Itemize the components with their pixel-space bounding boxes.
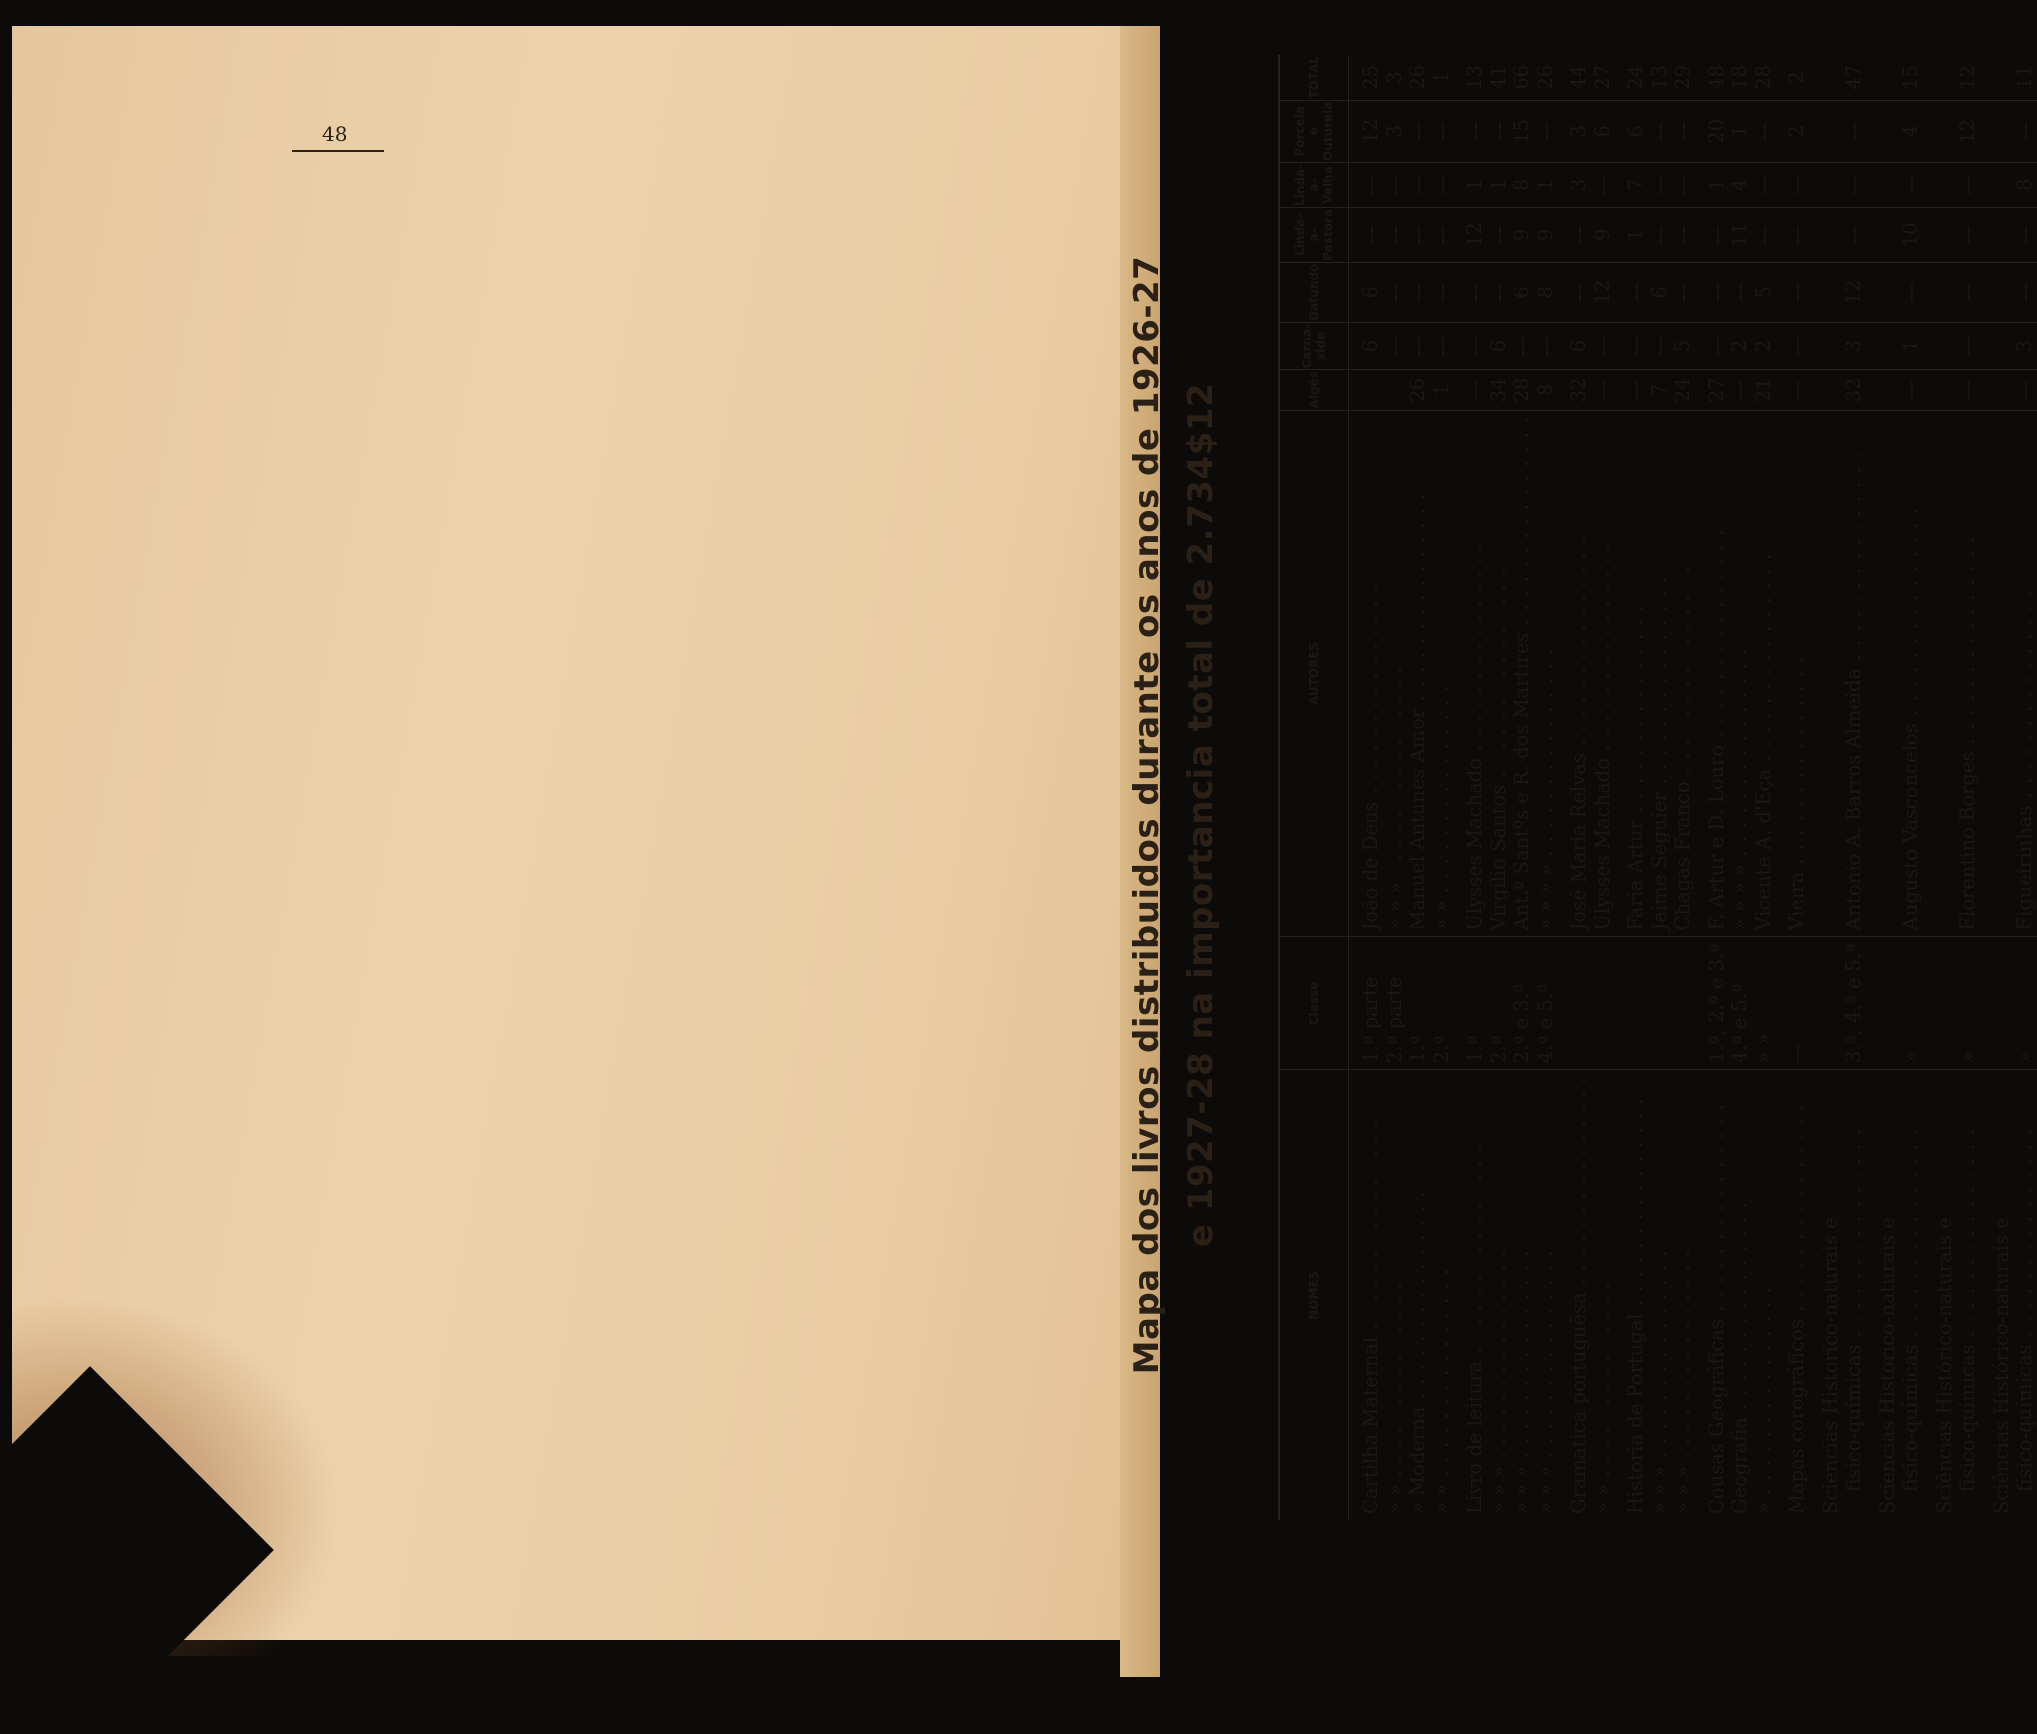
table-row bbox=[1534, 55, 1558, 1520]
cell-dafundo: 5 bbox=[1752, 262, 1776, 322]
cell-velha: 1 bbox=[1453, 162, 1487, 207]
cell-classe: » bbox=[1980, 937, 2037, 1070]
cell-velha: — bbox=[1648, 162, 1672, 207]
cell-classe: 2.ª parte bbox=[1383, 937, 1407, 1070]
cell-autor: F. Artur e D. Louro . . . bbox=[1695, 410, 1729, 937]
cell-alges: 1 bbox=[1430, 370, 1454, 410]
cell-total: 47 bbox=[1842, 64, 1865, 90]
cell-carnaxide: — bbox=[1383, 322, 1407, 369]
cell-carnaxide: — bbox=[1648, 322, 1672, 369]
cell-total: 66 bbox=[1510, 64, 1533, 90]
cell-classe: 1.ª bbox=[1453, 937, 1487, 1070]
table-body bbox=[1349, 55, 2037, 1520]
cell-total: 26 bbox=[1533, 64, 1557, 90]
table-header-row bbox=[1279, 55, 1349, 1520]
cell-autor: » » » » . . . bbox=[1534, 410, 1558, 937]
cell-dafundo: — bbox=[1406, 262, 1430, 322]
cell-classe: » bbox=[1866, 937, 1923, 1070]
cell-autor: Augusto Vasconcelos . . . bbox=[1866, 410, 1923, 937]
cell-pastora: — bbox=[1648, 207, 1672, 262]
cell-carnaxide: 3 bbox=[1809, 322, 1866, 369]
table-row bbox=[1614, 55, 1648, 1520]
cell-carnaxide: — bbox=[1614, 322, 1648, 369]
cell-classe bbox=[1614, 937, 1648, 1070]
cell-nome: Mapas corográficos . . . bbox=[1775, 1070, 1809, 1520]
cell-porcela: 4 bbox=[1866, 100, 1923, 162]
cell-velha: — bbox=[1591, 162, 1615, 207]
cell-dafundo: — bbox=[1557, 262, 1591, 322]
cell-alges: 32 bbox=[1557, 370, 1591, 410]
cell-pastora: — bbox=[1430, 207, 1454, 262]
cell-carnaxide: — bbox=[1510, 322, 1534, 369]
cell-velha: 3 bbox=[1557, 162, 1591, 207]
header-linda-pastora: Linda-a-Pastora bbox=[1279, 207, 1349, 262]
nome-line-1: Sciências Histórico-naturais e bbox=[1989, 1217, 2013, 1514]
cell-pastora: — bbox=[1406, 207, 1430, 262]
cell-pastora: 12 bbox=[1453, 207, 1487, 262]
cell-classe: » » bbox=[1752, 937, 1776, 1070]
table-row bbox=[1557, 55, 1591, 1520]
cell-alges bbox=[1349, 370, 1383, 410]
cell-total: 26 bbox=[1406, 64, 1429, 90]
cell-nome: Cousas Geográficas . . . bbox=[1695, 1070, 1729, 1520]
cell-total: 13 bbox=[1463, 64, 1486, 90]
cell-alges: — bbox=[1728, 370, 1752, 410]
table-row bbox=[1752, 55, 1776, 1520]
cell-dafundo: 6 bbox=[1510, 262, 1534, 322]
cell-nome: » » » . . . bbox=[1648, 1070, 1672, 1520]
header-autores: AUTORES bbox=[1279, 410, 1349, 937]
cell-carnaxide: — bbox=[1453, 322, 1487, 369]
cell-classe: 4.ª e 5.ª bbox=[1728, 937, 1752, 1070]
cell-classe: 3.ª, 4.ª e 5.ª bbox=[1809, 937, 1866, 1070]
cell-total: 11 bbox=[2013, 64, 2036, 90]
cell-dafundo: — bbox=[1453, 262, 1487, 322]
title-line-2: e 1927-28 na importancia total de 2.734$12 bbox=[1181, 382, 1221, 1248]
cell-autor: Ulysses Machado . . . bbox=[1453, 410, 1487, 937]
cell-classe: 1.ª, 2.ª e 3.ª bbox=[1695, 937, 1729, 1070]
header-alges: Algés bbox=[1279, 370, 1349, 410]
table-row-science bbox=[1866, 55, 1923, 1520]
table-row bbox=[1591, 55, 1615, 1520]
cell-velha: — bbox=[1383, 162, 1407, 207]
cell-nome: Gramatica portuguêsa . . . bbox=[1557, 1070, 1591, 1520]
nome-line-2: físico-químicas . . . bbox=[1956, 1076, 1980, 1514]
cell-classe bbox=[1671, 937, 1695, 1070]
cell-carnaxide: — bbox=[1430, 322, 1454, 369]
cell-classe bbox=[1648, 937, 1672, 1070]
cell-carnaxide: — bbox=[1695, 322, 1729, 369]
cell-alges: 7 bbox=[1648, 370, 1672, 410]
cell-nome: Historia de Portugal . . . bbox=[1614, 1070, 1648, 1520]
cell-porcela: 6 bbox=[1591, 100, 1615, 162]
cell-nome bbox=[1980, 1070, 2037, 1520]
cell-pastora: — bbox=[1557, 207, 1591, 262]
cell-carnaxide: 3 bbox=[1980, 322, 2037, 369]
cell-velha: 8 bbox=[1510, 162, 1534, 207]
cell-dafundo: — bbox=[1728, 262, 1752, 322]
cell-autor: José Maria Relvas . . . bbox=[1557, 410, 1591, 937]
cell-classe bbox=[1591, 937, 1615, 1070]
cell-alges: 34 bbox=[1487, 370, 1511, 410]
cell-total: 13 bbox=[1647, 64, 1671, 90]
cell-porcela: — bbox=[1406, 100, 1430, 162]
cell-carnaxide: 1 bbox=[1866, 322, 1923, 369]
cell-porcela: 1 bbox=[1728, 100, 1752, 162]
cell-velha: 4 bbox=[1728, 162, 1752, 207]
rotated-content bbox=[1120, 56, 2036, 1520]
cell-autor: Jaime Seguier . . . bbox=[1648, 410, 1672, 937]
cell-dafundo: — bbox=[1383, 262, 1407, 322]
table-row bbox=[1406, 55, 1430, 1520]
cell-carnaxide: — bbox=[1591, 322, 1615, 369]
cell-total: 1 bbox=[1429, 71, 1453, 84]
cell-pastora: — bbox=[1349, 207, 1383, 262]
cell-carnaxide: 6 bbox=[1349, 322, 1383, 369]
cell-pastora: 9 bbox=[1591, 207, 1615, 262]
cell-porcela: — bbox=[1809, 100, 1866, 162]
cell-porcela: — bbox=[1980, 100, 2037, 162]
cell-porcela: — bbox=[1430, 100, 1454, 162]
table-row bbox=[1671, 55, 1695, 1520]
cell-velha: 1 bbox=[1534, 162, 1558, 207]
cell-dafundo: — bbox=[1671, 262, 1695, 322]
cell-carnaxide: 2 bbox=[1728, 322, 1752, 369]
cell-total: 25 bbox=[1359, 64, 1382, 90]
cell-alges: — bbox=[1980, 370, 2037, 410]
cell-porcela: 20 bbox=[1695, 100, 1729, 162]
cell-nome: Geografia . . . bbox=[1728, 1070, 1752, 1520]
cell-total: 48 bbox=[1704, 64, 1728, 90]
cell-autor: Vicente A. d'Eça . . . bbox=[1752, 410, 1776, 937]
cell-alges: — bbox=[1614, 370, 1648, 410]
cell-alges: 21 bbox=[1752, 370, 1776, 410]
cell-autor: Figueirinhas . . . bbox=[1980, 410, 2037, 937]
cell-carnaxide: 6 bbox=[1487, 322, 1511, 369]
cell-alges: 32 bbox=[1809, 370, 1866, 410]
cell-alges: — bbox=[1866, 370, 1923, 410]
table-row bbox=[1728, 55, 1752, 1520]
header-classe: Classe bbox=[1279, 937, 1349, 1070]
header-dafundo: Dafundo bbox=[1279, 262, 1349, 322]
page-title bbox=[1120, 110, 1228, 1520]
cell-porcela: 12 bbox=[1923, 100, 1980, 162]
cell-autor: » » . . . bbox=[1430, 410, 1454, 937]
nome-line-1: Sciencias Historico-naturais e bbox=[1875, 1217, 1899, 1514]
cell-classe bbox=[1557, 937, 1591, 1070]
page-number: 48 bbox=[322, 122, 348, 146]
cell-total: 24 bbox=[1624, 64, 1647, 90]
cell-classe: 1.ª parte bbox=[1349, 937, 1383, 1070]
cell-pastora: — bbox=[1383, 207, 1407, 262]
document-page bbox=[12, 26, 1160, 1640]
table-row-science bbox=[1809, 55, 1866, 1520]
table-row bbox=[1695, 55, 1729, 1520]
cell-nome: » » » . . . bbox=[1671, 1070, 1695, 1520]
cell-dafundo: 6 bbox=[1648, 262, 1672, 322]
cell-autor: Antonio A. Barros Almeida . . . bbox=[1809, 410, 1866, 937]
nome-line-1: Sciências Histórico-naturais e bbox=[1932, 1217, 1956, 1514]
cell-velha: — bbox=[1866, 162, 1923, 207]
cell-velha: — bbox=[1775, 162, 1809, 207]
cell-nome: » » » . . . bbox=[1510, 1070, 1534, 1520]
cell-autor: » » » . . . bbox=[1383, 410, 1407, 937]
cell-dafundo: 12 bbox=[1809, 262, 1866, 322]
cell-alges bbox=[1383, 370, 1407, 410]
cell-alges: — bbox=[1453, 370, 1487, 410]
cell-autor: Virgilio Santos . . . bbox=[1487, 410, 1511, 937]
cell-pastora: 11 bbox=[1728, 207, 1752, 262]
cell-total: 15 bbox=[1899, 64, 1922, 90]
cell-total: 29 bbox=[1671, 64, 1694, 90]
cell-classe: 2.ª bbox=[1430, 937, 1454, 1070]
cell-carnaxide: 6 bbox=[1557, 322, 1591, 369]
cell-nome: » » » . . . bbox=[1534, 1070, 1558, 1520]
cell-pastora: — bbox=[1671, 207, 1695, 262]
cell-dafundo: 8 bbox=[1534, 262, 1558, 322]
cell-porcela: 3 bbox=[1383, 100, 1407, 162]
header-nomes: NOMES bbox=[1279, 1070, 1349, 1520]
cell-carnaxide: — bbox=[1923, 322, 1980, 369]
cell-carnaxide: — bbox=[1534, 322, 1558, 369]
cell-classe: 1.ª bbox=[1406, 937, 1430, 1070]
cell-pastora: 10 bbox=[1866, 207, 1923, 262]
table-row bbox=[1453, 55, 1487, 1520]
cell-dafundo: — bbox=[1487, 262, 1511, 322]
cell-nome bbox=[1809, 1070, 1866, 1520]
cell-autor: Ulysses Machado . . . bbox=[1591, 410, 1615, 937]
nome-line-2: físico-químicas . . . bbox=[1842, 1076, 1866, 1514]
cell-porcela: — bbox=[1453, 100, 1487, 162]
table-row bbox=[1775, 55, 1809, 1520]
cell-dafundo: — bbox=[1430, 262, 1454, 322]
cell-classe: 2.ª bbox=[1487, 937, 1511, 1070]
cell-total: 44 bbox=[1567, 64, 1590, 90]
cell-pastora: — bbox=[1695, 207, 1729, 262]
cell-alges: — bbox=[1923, 370, 1980, 410]
cell-dafundo: — bbox=[1980, 262, 2037, 322]
cell-velha: — bbox=[1349, 162, 1383, 207]
cell-velha: 7 bbox=[1614, 162, 1648, 207]
cell-nome: » » . . . bbox=[1430, 1070, 1454, 1520]
cell-nome: » . . . bbox=[1752, 1070, 1776, 1520]
cell-classe: 4.ª e 5.ª bbox=[1534, 937, 1558, 1070]
cell-velha: — bbox=[1671, 162, 1695, 207]
cell-velha: — bbox=[1752, 162, 1776, 207]
cell-velha: 8 bbox=[1980, 162, 2037, 207]
page-number-rule bbox=[292, 150, 384, 152]
cell-total: 3 bbox=[1382, 71, 1406, 84]
cell-pastora: — bbox=[1980, 207, 2037, 262]
title-line-1: Mapa dos livros distribuidos durante os anos de 1926-27 bbox=[1127, 255, 1167, 1375]
cell-total: 41 bbox=[1486, 64, 1510, 90]
cell-total: 18 bbox=[1728, 64, 1751, 90]
cell-velha: 1 bbox=[1695, 162, 1729, 207]
cell-carnaxide: — bbox=[1406, 322, 1430, 369]
cell-classe: » bbox=[1923, 937, 1980, 1070]
cell-dafundo: — bbox=[1923, 262, 1980, 322]
cell-total: 2 bbox=[1785, 71, 1808, 84]
cell-nome bbox=[1866, 1070, 1923, 1520]
cell-nome: » » . . . bbox=[1591, 1070, 1615, 1520]
cell-pastora: — bbox=[1923, 207, 1980, 262]
cell-pastora: — bbox=[1487, 207, 1511, 262]
cell-dafundo: 12 bbox=[1591, 262, 1615, 322]
table-row bbox=[1349, 55, 1383, 1520]
cell-nome: » » . . . bbox=[1383, 1070, 1407, 1520]
cell-pastora: 9 bbox=[1510, 207, 1534, 262]
cell-total: 28 bbox=[1751, 64, 1775, 90]
cell-classe: 2.ª e 3.ª bbox=[1510, 937, 1534, 1070]
cell-velha: — bbox=[1923, 162, 1980, 207]
cell-pastora: — bbox=[1775, 207, 1809, 262]
cell-alges: 26 bbox=[1406, 370, 1430, 410]
table-row bbox=[1430, 55, 1454, 1520]
cell-porcela: — bbox=[1752, 100, 1776, 162]
cell-velha: — bbox=[1430, 162, 1454, 207]
cell-total: 12 bbox=[1956, 64, 1979, 90]
cell-dafundo: — bbox=[1695, 262, 1729, 322]
nome-line-2: físico-químicas . . . bbox=[1899, 1076, 1923, 1514]
cell-porcela: — bbox=[1648, 100, 1672, 162]
cell-dafundo: — bbox=[1614, 262, 1648, 322]
cell-carnaxide: — bbox=[1775, 322, 1809, 369]
cell-carnaxide: 2 bbox=[1752, 322, 1776, 369]
books-table bbox=[1278, 55, 2037, 1520]
cell-autor: Florentino Borges . . . bbox=[1923, 410, 1980, 937]
cell-autor: Ant.º Santºs e R. dos Martires . . . bbox=[1510, 410, 1534, 937]
cell-pastora: 1 bbox=[1614, 207, 1648, 262]
cell-nome: » Moderna . . . bbox=[1406, 1070, 1430, 1520]
table-row bbox=[1383, 55, 1407, 1520]
cell-autor: João de Deus . . . bbox=[1349, 410, 1383, 937]
cell-classe: — bbox=[1775, 937, 1809, 1070]
cell-pastora: — bbox=[1809, 207, 1866, 262]
cell-velha: — bbox=[1809, 162, 1866, 207]
cell-porcela: 6 bbox=[1614, 100, 1648, 162]
cell-autor: Chagas Franco . . . bbox=[1671, 410, 1695, 937]
nome-line-2: físico-químicas . . . bbox=[2013, 1076, 2037, 1514]
cell-nome: » » » . . . bbox=[1487, 1070, 1511, 1520]
cell-porcela: — bbox=[1671, 100, 1695, 162]
table-row-science bbox=[1980, 55, 2037, 1520]
cell-dafundo: — bbox=[1775, 262, 1809, 322]
table-row bbox=[1510, 55, 1534, 1520]
cell-alges: 27 bbox=[1695, 370, 1729, 410]
cell-porcela: — bbox=[1534, 100, 1558, 162]
cell-alges: 24 bbox=[1671, 370, 1695, 410]
cell-alges: 8 bbox=[1534, 370, 1558, 410]
cell-nome bbox=[1923, 1070, 1980, 1520]
header-linda-velha: Linda-a-Velha bbox=[1279, 162, 1349, 207]
cell-porcela: 15 bbox=[1510, 100, 1534, 162]
cell-porcela: 12 bbox=[1349, 100, 1383, 162]
nome-line-1: Sciencias Historico-naturais e bbox=[1818, 1217, 1842, 1514]
cell-pastora: 9 bbox=[1534, 207, 1558, 262]
cell-dafundo: — bbox=[1866, 262, 1923, 322]
cell-dafundo: 6 bbox=[1349, 262, 1383, 322]
header-total: TOTAL bbox=[1279, 55, 1349, 100]
table-row-science bbox=[1923, 55, 1980, 1520]
header-carnaxide: Carna-xide bbox=[1279, 322, 1349, 369]
cell-nome: Livro de leitura . . . bbox=[1453, 1070, 1487, 1520]
cell-alges: — bbox=[1775, 370, 1809, 410]
table-row bbox=[1648, 55, 1672, 1520]
cell-autor: » » » » . . . bbox=[1728, 410, 1752, 937]
table-row bbox=[1487, 55, 1511, 1520]
cell-nome: Cartilha Maternal . . . bbox=[1349, 1070, 1383, 1520]
cell-velha: 1 bbox=[1487, 162, 1511, 207]
cell-carnaxide: 5 bbox=[1671, 322, 1695, 369]
cell-alges: 28 bbox=[1510, 370, 1534, 410]
cell-velha: — bbox=[1406, 162, 1430, 207]
cell-alges: — bbox=[1591, 370, 1615, 410]
cell-autor: Manuel Antunes Amor . . . bbox=[1406, 410, 1430, 937]
cell-autor: Faria Artur . . . bbox=[1614, 410, 1648, 937]
cell-pastora: — bbox=[1752, 207, 1776, 262]
cell-autor: Vieira . . . bbox=[1775, 410, 1809, 937]
cell-porcela: 3 bbox=[1557, 100, 1591, 162]
cell-porcela: — bbox=[1487, 100, 1511, 162]
header-porcela: Porcela e Outurela bbox=[1279, 100, 1349, 162]
cell-total: 27 bbox=[1590, 64, 1614, 90]
cell-porcela: 2 bbox=[1775, 100, 1809, 162]
